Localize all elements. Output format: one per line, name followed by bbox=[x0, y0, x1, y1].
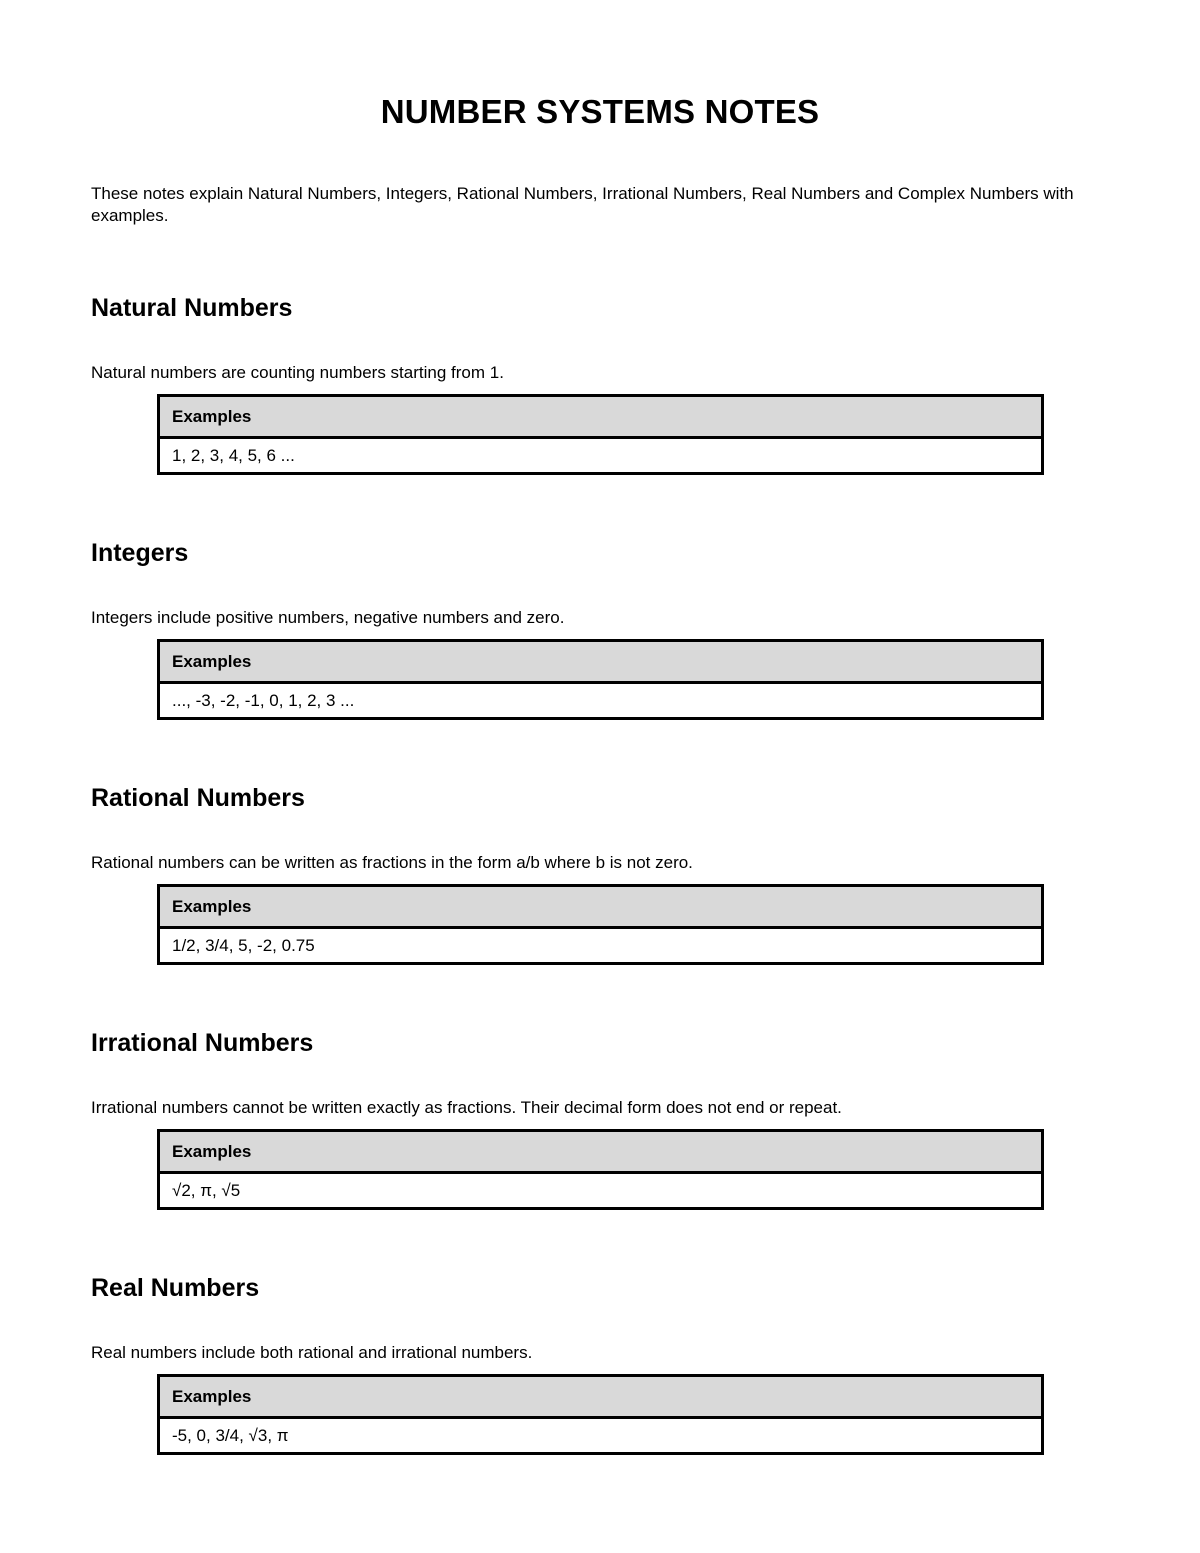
section-heading: Natural Numbers bbox=[91, 294, 293, 322]
section-heading: Real Numbers bbox=[91, 1274, 260, 1302]
section-heading: Irrational Numbers bbox=[91, 1029, 314, 1057]
examples-table bbox=[157, 1129, 1044, 1210]
examples-table-header: Examples bbox=[160, 1132, 1041, 1174]
section-description: Natural numbers are counting numbers starting from 1. bbox=[91, 363, 504, 382]
examples-table-header: Examples bbox=[160, 397, 1041, 439]
examples-table-header: Examples bbox=[160, 1377, 1041, 1419]
examples-table-header: Examples bbox=[160, 887, 1041, 929]
page-title: NUMBER SYSTEMS NOTES bbox=[380, 93, 820, 130]
examples-table-cell: 1, 2, 3, 4, 5, 6 ... bbox=[172, 446, 295, 465]
section-heading: Integers bbox=[91, 539, 189, 567]
section-description: Integers include positive numbers, negative numbers and zero. bbox=[91, 608, 565, 627]
examples-table bbox=[157, 1374, 1044, 1455]
examples-table bbox=[157, 884, 1044, 965]
section-description: Irrational numbers cannot be written exactly as fractions. Their decimal form does not end or repeat. bbox=[91, 1098, 842, 1117]
intro-paragraph: These notes explain Natural Numbers, Integers, Rational Numbers, Irrational Numbers, Real Numbers and Complex Numbers with examples. bbox=[91, 184, 1074, 225]
examples-table-cell: -5, 0, 3/4, √3, π bbox=[172, 1426, 289, 1445]
examples-table-cell: √2, π, √5 bbox=[172, 1181, 241, 1200]
examples-table-header: Examples bbox=[160, 642, 1041, 684]
section-description: Rational numbers can be written as fractions in the form a/b where b is not zero. bbox=[91, 853, 693, 872]
examples-table bbox=[157, 394, 1044, 475]
examples-table-cell: 1/2, 3/4, 5, -2, 0.75 bbox=[172, 936, 315, 955]
section-heading: Rational Numbers bbox=[91, 784, 305, 812]
section-description: Real numbers include both rational and irrational numbers. bbox=[91, 1343, 533, 1362]
examples-table-cell: ..., -3, -2, -1, 0, 1, 2, 3 ... bbox=[172, 691, 355, 710]
examples-table bbox=[157, 639, 1044, 720]
